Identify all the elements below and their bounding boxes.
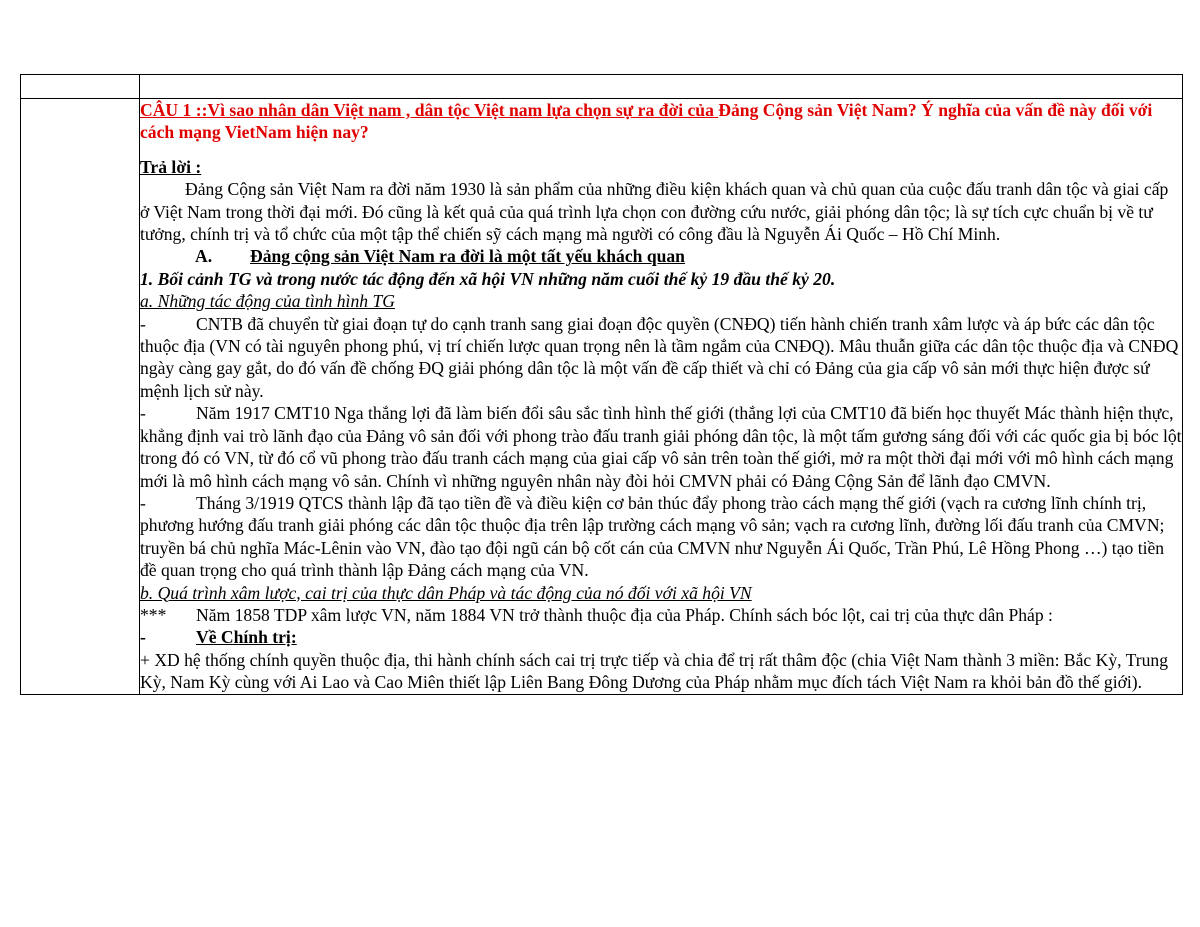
subheading-a: a. Những tác động của tình hình TG bbox=[140, 291, 395, 312]
bullet-marker: - bbox=[140, 313, 146, 334]
section-a-marker: A. bbox=[195, 246, 213, 267]
bullet-marker: - bbox=[140, 403, 146, 424]
intro-paragraph: Đảng Cộng sản Việt Nam ra đời năm 1930 là sản phẩm của những điều kiện khách quan và chủ quan của cuộc đấu tranh dân tộc và giai cấp ở Việt Nam trong thời đại mới. Đó cũng là kết quả của quá trình lựa chọn con đường cứu nước, giải phóng dân tộc; là sự tích cực chuẩn bị về tư tưởng, chính trị và tổ chức của một tập thể chiến sỹ cách mạng mà người có công đầu là Nguyễn Ái Quốc – Hồ Chí Minh. bbox=[140, 179, 1169, 245]
stars-line bbox=[140, 604, 1182, 626]
document-table bbox=[20, 74, 1183, 695]
plus-item: + XD hệ thống chính quyền thuộc địa, thi hành chính sách cai trị trực tiếp và chia để trị rất thâm độc (chia Việt Nam thành 3 miền: Bắc Kỳ, Trung Kỳ, Nam Kỳ cùng với Ai Lao và Cao Miên thiết lập Liên Bang Đông Dương của Pháp nhằm mục đích tách Việt Nam ra khỏi bản đồ thế giới). bbox=[140, 649, 1168, 693]
bullet-a-2 bbox=[140, 402, 1182, 492]
table-content-row bbox=[21, 99, 1183, 695]
header-cell-left bbox=[21, 75, 140, 99]
heading-1: 1. Bối cảnh TG và trong nước tác động đến xã hội VN những năm cuối thế kỷ 19 đầu thế kỷ 20. bbox=[140, 268, 836, 289]
bullet-text: CNTB đã chuyển từ giai đoạn tự do cạnh tranh sang giai đoạn độc quyền (CNĐQ) tiến hành chiến tranh xâm lược và áp bức các dân tộc thuộc địa (VN có tài nguyên phong phú, vị trí chiến lược quan trọng nên là tầm ngắm của CNĐQ). Mâu thuẫn giữa các dân tộc thuộc địa và CNĐQ ngày càng gay gắt, do đó vấn đề chống ĐQ giải phóng dân tộc là một vấn đề cấp thiết và chỉ có Đảng của gia cấp vô sản mới thực hiện được sứ mệnh lịch sử này. bbox=[140, 313, 1179, 401]
question-heading bbox=[140, 99, 1182, 144]
bullet-text: Năm 1917 CMT10 Nga thắng lợi đã làm biến đổi sâu sắc tình hình thế giới (thắng lợi của CMT10 đã biến học thuyết Mác thành hiện thực, khẳng định vai trò lãnh đạo của Đảng vô sản đối với phong trào đấu tranh giải phóng dân tộc, là một tấm gương sáng đối với các quốc gia bị bóc lột trong đó có VN, từ đó cổ vũ phong trào đấu tranh cách mạng của giai cấp vô sản trên toàn thế giới, mở ra một thời đại mới với mô hình cách mạng mới là mô hình cách mạng vô sản. Chính vì những nguyên nhân này đòi hỏi CMVN phải có Đảng Cộng Sản để lãnh đạo CMVN. bbox=[140, 403, 1182, 491]
answer-label: Trả lời : bbox=[140, 156, 202, 177]
bullet-text: Tháng 3/1919 QTCS thành lập đã tạo tiền đề và điều kiện cơ bản thúc đẩy phong trào cách mạng thế giới (vạch ra cương lĩnh chính trị, phương hướng đấu tranh giải phóng các dân tộc thuộc địa trên lập trường cách mạng vô sản; vạch ra cương lĩnh, đường lối đấu tranh của CMVN; truyền bá chủ nghĩa Mác-Lênin vào VN, đào tạo đội ngũ cán bộ cốt cán của CMVN như Nguyễn Ái Quốc, Trần Phú, Lê Hồng Phong …) tạo tiền đề quan trọng cho quá trình thành lập Đảng cách mạng của VN. bbox=[140, 492, 1165, 581]
stars-text: Năm 1858 TDP xâm lược VN, năm 1884 VN trở thành thuộc địa của Pháp. Chính sách bóc lột, cai trị của thực dân Pháp : bbox=[196, 604, 1053, 625]
section-a-heading bbox=[140, 245, 1182, 267]
political-heading bbox=[140, 626, 1182, 648]
political-marker: - bbox=[140, 627, 146, 648]
political-text: Về Chính trị: bbox=[196, 627, 297, 648]
bullet-a-1 bbox=[140, 313, 1182, 403]
question-label: CÂU 1 ::Vì sao nhân dân Việt nam , dân tộc Việt nam lựa chọn sự ra đời của bbox=[140, 100, 719, 120]
section-a-title: Đảng cộng sản Việt Nam ra đời là một tất yếu khách quan bbox=[250, 246, 685, 267]
bullet-a-3 bbox=[140, 492, 1182, 582]
subheading-b: b. Quá trình xâm lược, cai trị của thực dân Pháp và tác động của nó đối với xã hội VN bbox=[140, 582, 752, 603]
header-cell-right bbox=[140, 75, 1183, 99]
stars-marker: *** bbox=[140, 604, 167, 625]
content-cell-left bbox=[21, 99, 140, 695]
bullet-marker: - bbox=[140, 492, 146, 513]
table-header-row bbox=[21, 75, 1183, 99]
content-cell-main bbox=[140, 99, 1183, 695]
question-rest: Đảng Cộng sản Việt Nam? Ý nghĩa của vấn đề này đối với cách mạng VietNam hiện nay? bbox=[140, 100, 1153, 143]
